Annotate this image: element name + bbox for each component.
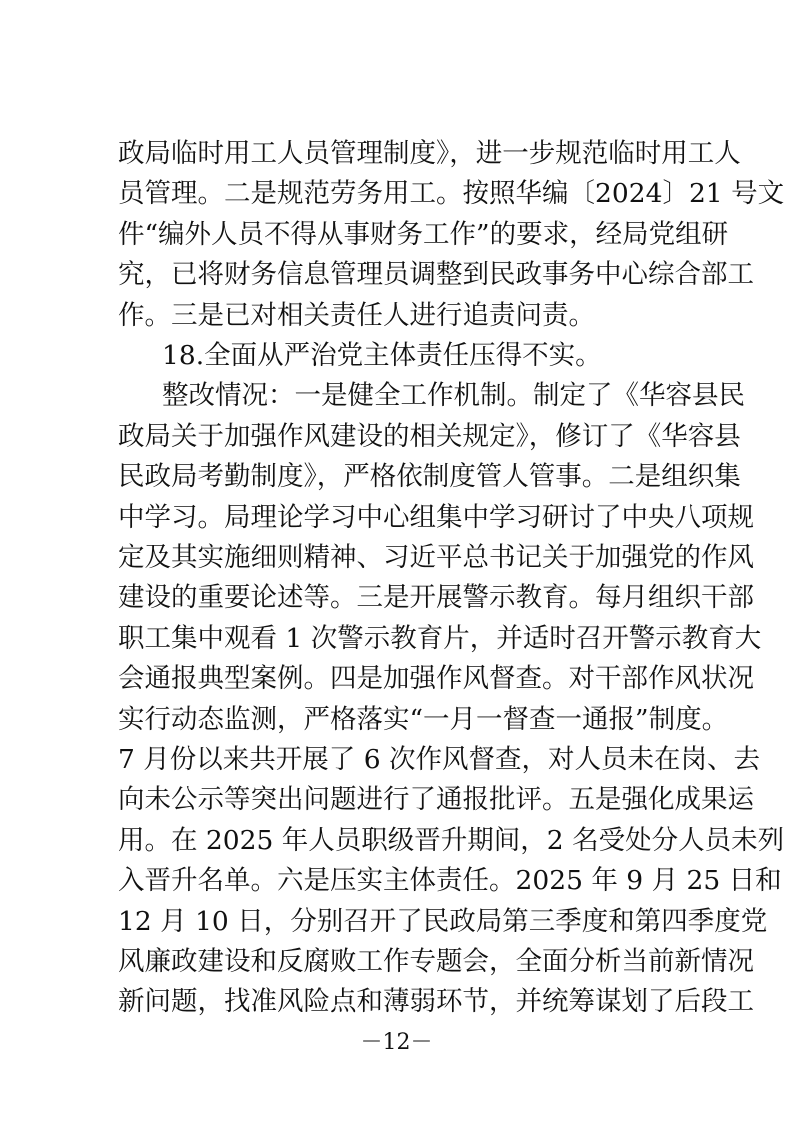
paragraph-line: 整改情况：一是健全工作机制。制定了《华容县民 — [162, 380, 745, 412]
paragraph-line: 入晋升名单。六是压实主体责任。2025 年 9 月 25 日和 — [118, 865, 782, 897]
paragraph-line: 实行动态监测，严格落实“一月一督查一通报”制度。 — [118, 703, 729, 735]
paragraph-line: 7 月份以来共开展了 6 次作风督查，对人员未在岗、去 — [118, 744, 760, 775]
paragraph-line: 民政局考勤制度》，严格依制度管人管事。二是组织集 — [118, 461, 741, 493]
paragraph-line: 定及其实施细则精神、习近平总书记关于加强党的作风 — [118, 542, 754, 573]
paragraph-line: 向未公示等突出问题进行了通报批评。五是强化成果运 — [118, 784, 754, 816]
section-heading: 18.全面从严治党主体责任压得不实。 — [162, 340, 602, 371]
paragraph-line: 政局关于加强作风建设的相关规定》，修订了《华容县 — [118, 420, 741, 452]
paragraph-line: 风廉政建设和反腐败工作专题会，全面分析当前新情况 — [118, 946, 754, 977]
paragraph-line: 建设的重要论述等。三是开展警示教育。每月组织干部 — [118, 582, 754, 614]
paragraph-line: 中学习。局理论学习中心组集中学习研讨了中央八项规 — [118, 501, 754, 533]
paragraph-line: 用。在 2025 年人员职级晋升期间，2 名受处分人员未列 — [118, 824, 785, 856]
paragraph-line: 新问题，找准风险点和薄弱环节，并统筹谋划了后段工 — [118, 986, 754, 1018]
paragraph-line: 职工集中观看 1 次警示教育片，并适时召开警示教育大 — [118, 622, 762, 654]
paragraph-line: 会通报典型案例。四是加强作风督查。对干部作风状况 — [118, 663, 754, 695]
paragraph-line: 12 月 10 日，分别召开了民政局第三季度和第四季度党 — [118, 905, 768, 937]
page-number: －12－ — [360, 1029, 433, 1055]
paragraph-line: 作。三是已对相关责任人进行追责问责。 — [118, 299, 595, 331]
paragraph-line: 政局临时用工人员管理制度》，进一步规范临时用工人 — [118, 138, 741, 169]
paragraph-line: 件“编外人员不得从事财务工作”的要求，经局党组研 — [118, 218, 729, 250]
paragraph-line: 员管理。二是规范劳务用工。按照华编〔2024〕21 号文 — [118, 178, 785, 210]
paragraph-line: 究，已将财务信息管理员调整到民政事务中心综合部工 — [118, 259, 754, 291]
